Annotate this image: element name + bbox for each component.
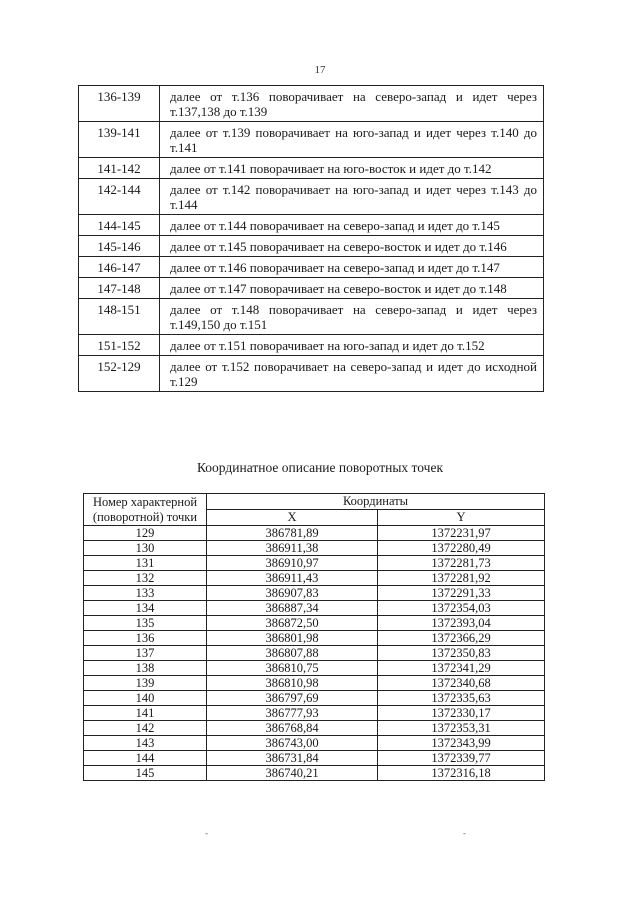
x-coordinate: 386911,38 (207, 541, 378, 556)
y-coordinate: 1372354,03 (378, 601, 545, 616)
x-coordinate: 386872,50 (207, 616, 378, 631)
route-segment: 142-144 (79, 179, 160, 215)
y-coordinate: 1372280,49 (378, 541, 545, 556)
route-description: далее от т.141 поворачивает на юго-восток и идет до т.142 (160, 158, 544, 179)
y-coordinate: 1372335,63 (378, 691, 545, 706)
x-coordinate: 386768,84 (207, 721, 378, 736)
point-number: 134 (84, 601, 207, 616)
scan-mark-right: - (463, 828, 466, 838)
route-description: далее от т.151 поворачивает на юго-запад и идет до т.152 (160, 335, 544, 356)
page-number: 17 (314, 64, 326, 76)
route-description: далее от т.145 поворачивает на северо-восток и идет до т.146 (160, 236, 544, 257)
x-coordinate: 386781,89 (207, 526, 378, 541)
route-row (79, 158, 544, 179)
table-row (84, 661, 545, 676)
y-coordinate: 1372353,31 (378, 721, 545, 736)
table-row (84, 601, 545, 616)
y-coordinate: 1372316,18 (378, 766, 545, 781)
route-row (79, 86, 544, 122)
route-row (79, 299, 544, 335)
table-row (84, 571, 545, 586)
route-segment: 141-142 (79, 158, 160, 179)
table-row (84, 646, 545, 661)
table-row (84, 766, 545, 781)
table-row (84, 556, 545, 571)
table-row (84, 706, 545, 721)
route-segment: 152-129 (79, 356, 160, 392)
route-segment: 139-141 (79, 122, 160, 158)
route-row (79, 356, 544, 392)
x-coordinate: 386731,84 (207, 751, 378, 766)
x-coordinate: 386797,69 (207, 691, 378, 706)
x-coordinate: 386910,97 (207, 556, 378, 571)
route-row (79, 278, 544, 299)
point-number: 138 (84, 661, 207, 676)
route-row (79, 335, 544, 356)
table-row (84, 586, 545, 601)
x-coordinate: 386911,43 (207, 571, 378, 586)
point-number: 145 (84, 766, 207, 781)
table-row (84, 676, 545, 691)
route-row (79, 122, 544, 158)
table-row (84, 691, 545, 706)
point-number: 130 (84, 541, 207, 556)
y-coordinate: 1372350,83 (378, 646, 545, 661)
point-number: 142 (84, 721, 207, 736)
route-segment: 136-139 (79, 86, 160, 122)
y-coordinate: 1372341,29 (378, 661, 545, 676)
table-row (84, 631, 545, 646)
route-description: далее от т.142 поворачивает на юго-запад и идет через т.143 до т.144 (160, 179, 544, 215)
y-coordinate: 1372231,97 (378, 526, 545, 541)
table-row (84, 751, 545, 766)
point-number-header-line2: (поворотной) точки (92, 509, 198, 524)
y-coordinate: 1372366,29 (378, 631, 545, 646)
y-column-header: Y (378, 510, 545, 526)
x-coordinate: 386777,93 (207, 706, 378, 721)
route-segment: 151-152 (79, 335, 160, 356)
point-number: 135 (84, 616, 207, 631)
x-coordinate: 386810,75 (207, 661, 378, 676)
y-coordinate: 1372343,99 (378, 736, 545, 751)
x-coordinate: 386810,98 (207, 676, 378, 691)
route-description: далее от т.144 поворачивает на северо-запад и идет до т.145 (160, 215, 544, 236)
point-number: 141 (84, 706, 207, 721)
y-coordinate: 1372393,04 (378, 616, 545, 631)
point-number-header (84, 494, 207, 526)
route-description: далее от т.148 поворачивает на северо-запад и идет через т.149,150 до т.151 (160, 299, 544, 335)
table-row (84, 736, 545, 751)
route-row (79, 179, 544, 215)
x-coordinate: 386743,00 (207, 736, 378, 751)
route-description: далее от т.147 поворачивает на северо-восток и идет до т.148 (160, 278, 544, 299)
route-segment: 146-147 (79, 257, 160, 278)
route-row (79, 236, 544, 257)
point-number-header-line1: Номер характерной (92, 494, 198, 509)
point-number: 143 (84, 736, 207, 751)
route-description: далее от т.146 поворачивает на северо-запад и идет до т.147 (160, 257, 544, 278)
route-row (79, 215, 544, 236)
point-number: 131 (84, 556, 207, 571)
table-row (84, 541, 545, 556)
route-segment: 147-148 (79, 278, 160, 299)
route-description: далее от т.139 поворачивает на юго-запад и идет через т.140 до т.141 (160, 122, 544, 158)
route-description: далее от т.136 поворачивает на северо-запад и идет через т.137,138 до т.139 (160, 86, 544, 122)
point-number: 133 (84, 586, 207, 601)
x-coordinate: 386887,34 (207, 601, 378, 616)
x-coordinate: 386740,21 (207, 766, 378, 781)
x-column-header: X (207, 510, 378, 526)
route-segment: 144-145 (79, 215, 160, 236)
y-coordinate: 1372339,77 (378, 751, 545, 766)
point-number: 137 (84, 646, 207, 661)
point-number: 132 (84, 571, 207, 586)
route-segment: 145-146 (79, 236, 160, 257)
x-coordinate: 386907,83 (207, 586, 378, 601)
point-number: 144 (84, 751, 207, 766)
table-row (84, 721, 545, 736)
point-number: 139 (84, 676, 207, 691)
table-row (84, 526, 545, 541)
route-row (79, 257, 544, 278)
point-number: 129 (84, 526, 207, 541)
point-number: 140 (84, 691, 207, 706)
y-coordinate: 1372330,17 (378, 706, 545, 721)
scan-mark-left: - (205, 828, 208, 838)
y-coordinate: 1372281,73 (378, 556, 545, 571)
table-row (84, 616, 545, 631)
x-coordinate: 386807,88 (207, 646, 378, 661)
coordinates-section-title: Координатное описание поворотных точек (196, 460, 444, 475)
x-coordinate: 386801,98 (207, 631, 378, 646)
y-coordinate: 1372281,92 (378, 571, 545, 586)
point-number: 136 (84, 631, 207, 646)
y-coordinate: 1372340,68 (378, 676, 545, 691)
route-description-table (78, 85, 544, 392)
route-segment: 148-151 (79, 299, 160, 335)
coordinates-table (83, 493, 545, 781)
coordinates-header: Координаты (207, 494, 545, 510)
route-description: далее от т.152 поворачивает на северо-запад и идет до исходной т.129 (160, 356, 544, 392)
y-coordinate: 1372291,33 (378, 586, 545, 601)
